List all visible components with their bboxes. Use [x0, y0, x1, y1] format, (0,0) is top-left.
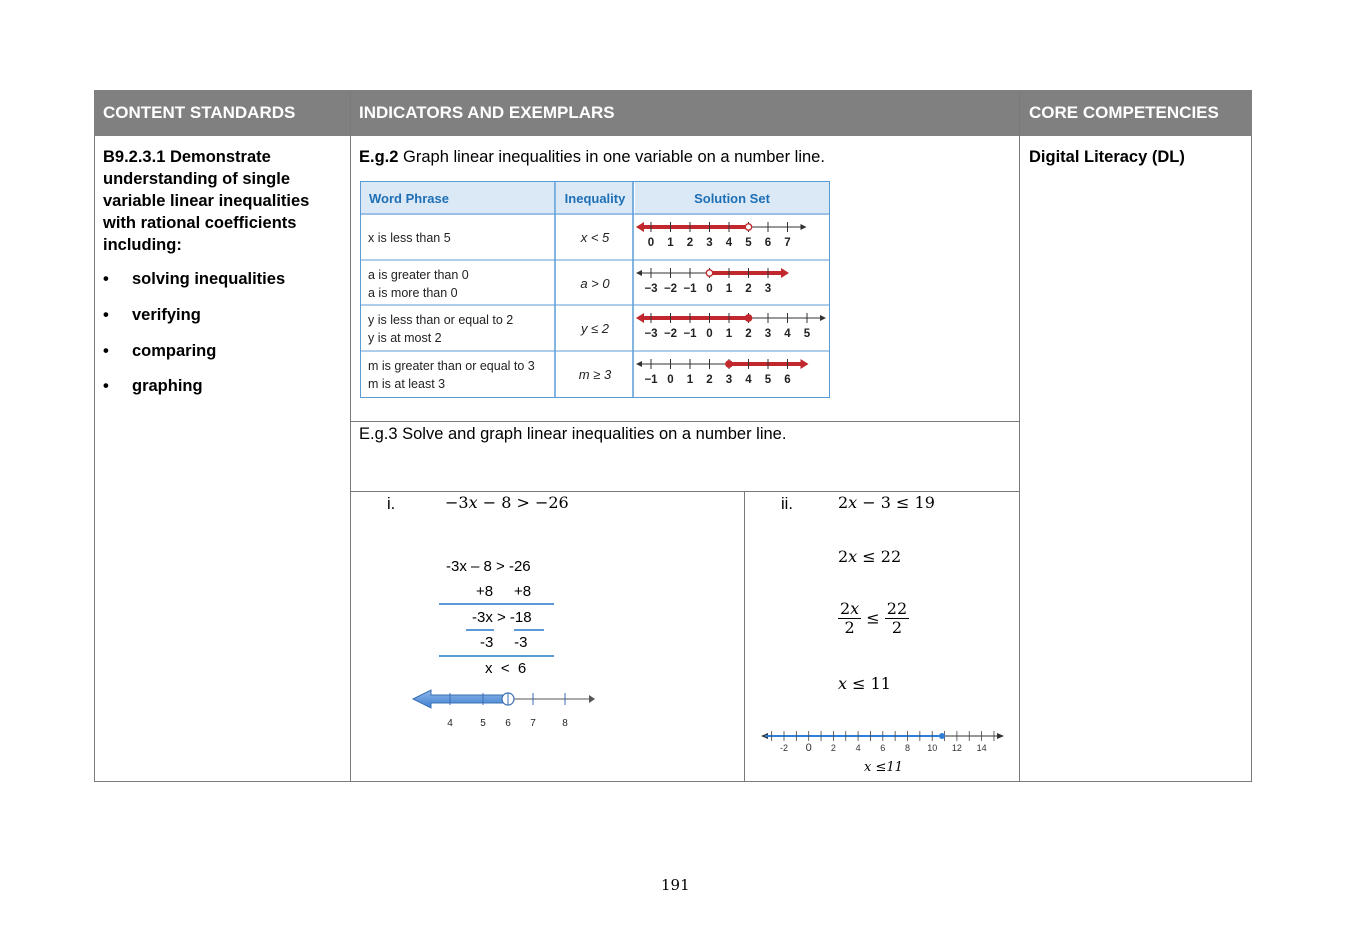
word-phrase	[368, 311, 553, 347]
arrow-right-icon	[589, 695, 595, 703]
list-item	[103, 377, 203, 396]
inequality: m ≥ 3	[578, 367, 612, 382]
tick-label: 5	[803, 328, 811, 340]
tick-label: 0	[647, 237, 655, 249]
header-content-standards: CONTENT STANDARDS	[94, 90, 350, 136]
content-standard	[103, 146, 343, 256]
fraction	[838, 600, 861, 637]
tick-label: 5	[764, 374, 772, 386]
closed-dot	[745, 315, 751, 321]
example-number: i.	[387, 495, 396, 513]
bullet-icon: •	[103, 270, 109, 288]
eg2-label: E.g.2	[359, 148, 399, 166]
example-number: ii.	[781, 495, 793, 513]
tick-label: 0	[667, 374, 674, 386]
work-step: x < 6	[485, 660, 527, 677]
list-item	[103, 270, 285, 289]
bullet-icon: •	[103, 306, 109, 324]
standard-line: understanding of single	[103, 170, 291, 188]
number-line-ii	[755, 725, 1010, 755]
column-divider	[350, 90, 351, 782]
solution-step: 2𝑥 ≤ 22	[838, 547, 902, 566]
solution-step: 2𝑥 − 3 ≤ 19	[838, 493, 935, 512]
table-header: Word Phrase	[361, 182, 555, 215]
inequality: y ≤ 2	[580, 321, 610, 336]
eg2-heading	[359, 146, 825, 168]
page-number: 191	[661, 876, 690, 894]
arrow-left-icon	[636, 270, 642, 276]
column-divider	[1019, 90, 1020, 782]
phrase-line: x is less than 5	[368, 231, 451, 245]
closed-dot	[939, 733, 945, 739]
tick-label: −1	[683, 328, 697, 340]
tick-label: 14	[976, 743, 987, 753]
tick-label: 4	[784, 328, 791, 340]
arrow-right-icon	[997, 733, 1004, 739]
standard-line: B9.2.3.1 Demonstrate	[103, 148, 271, 166]
tick-label: 5	[745, 237, 752, 249]
numerator: 22	[886, 599, 908, 618]
tick-label: -2	[779, 743, 789, 753]
tick-label: 7	[530, 718, 536, 729]
number-line-caption: x ≤11	[864, 760, 903, 775]
row-divider	[350, 421, 1020, 422]
tick-label: 2	[745, 328, 752, 340]
arrow-left-icon	[636, 313, 644, 323]
bullet-icon: •	[103, 342, 109, 360]
numerator: 2𝑥	[840, 599, 860, 618]
tick-label: 1	[725, 328, 733, 340]
arrow-left-icon	[636, 222, 644, 232]
work-step: -3x – 8 > -26	[446, 558, 531, 575]
divider-line	[466, 629, 494, 631]
inequality-table	[360, 181, 830, 398]
work-step: +8 +8	[476, 583, 532, 600]
eg2-text: Graph linear inequalities in one variable on a number line.	[398, 148, 825, 166]
list-item	[103, 342, 216, 361]
tick-label: 0	[805, 742, 812, 754]
tick-label: 5	[480, 718, 486, 729]
tick-label: 3	[706, 237, 713, 249]
tick-label: 10	[927, 743, 938, 753]
tick-label: 4	[447, 718, 453, 729]
operator: ≤	[866, 608, 880, 628]
tick-label: 7	[784, 237, 791, 249]
inequality: x < 5	[580, 230, 610, 245]
word-phrase	[368, 266, 553, 302]
arrow-right-icon	[781, 268, 789, 278]
table-header: Solution Set	[635, 182, 829, 215]
tick-label: 2	[706, 374, 713, 386]
eg3-heading: E.g.3 Solve and graph linear inequalities on a number line.	[359, 425, 787, 443]
standard-line: with rational coefficients	[103, 214, 297, 232]
column-divider	[744, 491, 745, 782]
tick-label: 8	[904, 743, 911, 753]
tick-label: 2	[686, 237, 694, 249]
word-phrase	[368, 357, 553, 393]
tick-label: 8	[562, 718, 568, 729]
tick-label: 12	[951, 743, 962, 753]
tick-label: 4	[855, 743, 861, 753]
tick-label: −2	[663, 328, 678, 340]
tick-label: 2	[745, 283, 752, 295]
tick-label: 4	[745, 374, 752, 386]
number-line-i	[405, 685, 605, 735]
standard-line: including:	[103, 236, 182, 254]
tick-label: 3	[725, 374, 733, 386]
divider-line	[439, 603, 554, 605]
divider-line	[514, 629, 544, 631]
tick-label: 1	[725, 283, 733, 295]
work-step: -3x > -18	[472, 609, 532, 626]
solution-step-fraction	[838, 600, 909, 637]
phrase-line: y is at most 2	[368, 331, 442, 345]
solution-number-line	[635, 352, 831, 398]
bullet-label: comparing	[132, 342, 217, 360]
tick-label: 3	[764, 328, 772, 340]
tick-label: 4	[725, 237, 733, 249]
solution-number-line	[635, 261, 831, 306]
tick-label: 3	[764, 283, 772, 295]
tick-label: 2	[830, 743, 836, 753]
word-phrase	[368, 229, 553, 247]
tick-label: −2	[663, 283, 678, 295]
phrase-line: m is at least 3	[368, 377, 446, 391]
bullet-label: solving inequalities	[132, 270, 286, 288]
phrase-line: m is greater than or equal to 3	[368, 359, 535, 373]
solution-number-line	[635, 306, 831, 352]
tick-label: −3	[644, 283, 658, 295]
tick-label: 6	[505, 718, 511, 729]
table-header: Inequality	[556, 182, 634, 215]
divider-line	[439, 655, 554, 657]
bullet-label: verifying	[132, 306, 201, 324]
bullet-label: graphing	[132, 377, 203, 395]
tick-label: 1	[667, 237, 674, 249]
arrow-right-icon	[820, 315, 826, 321]
tick-label: 0	[706, 283, 713, 295]
inequality: a > 0	[580, 275, 610, 291]
open-circle	[745, 224, 751, 230]
tick-label: −3	[644, 328, 658, 340]
tick-label: 0	[706, 328, 713, 340]
phrase-line: a is more than 0	[368, 286, 458, 300]
closed-dot	[726, 361, 732, 367]
bullet-icon: •	[103, 377, 109, 395]
standard-line: variable linear inequalities	[103, 192, 310, 210]
header-core-competencies: CORE COMPETENCIES	[1020, 90, 1252, 136]
tick-label: 6	[784, 374, 791, 386]
arrow-left-icon	[636, 361, 642, 367]
row-divider	[350, 491, 1020, 492]
header-indicators: INDICATORS AND EXEMPLARS	[350, 90, 1020, 136]
arrow-right-icon	[801, 359, 809, 369]
core-competency: Digital Literacy (DL)	[1029, 148, 1185, 166]
list-item	[103, 306, 201, 325]
fraction	[885, 600, 909, 637]
phrase-line: a is greater than 0	[368, 268, 469, 282]
example-problem: −3𝑥 − 8 > −26	[445, 493, 569, 512]
tick-label: 6	[880, 743, 886, 753]
denominator: 2	[891, 618, 903, 637]
solution-step: 𝑥 ≤ 11	[838, 674, 891, 693]
solution-number-line	[635, 215, 831, 261]
work-step: -3 -3	[480, 634, 528, 651]
open-circle	[706, 270, 712, 276]
tick-label: −1	[644, 374, 658, 386]
arrow-right-icon	[801, 224, 807, 230]
solution-arrow	[413, 690, 503, 708]
tick-label: 6	[764, 237, 772, 249]
denominator: 2	[844, 618, 855, 637]
phrase-line: y is less than or equal to 2	[368, 313, 514, 327]
tick-label: 1	[686, 374, 694, 386]
tick-label: −1	[683, 283, 697, 295]
